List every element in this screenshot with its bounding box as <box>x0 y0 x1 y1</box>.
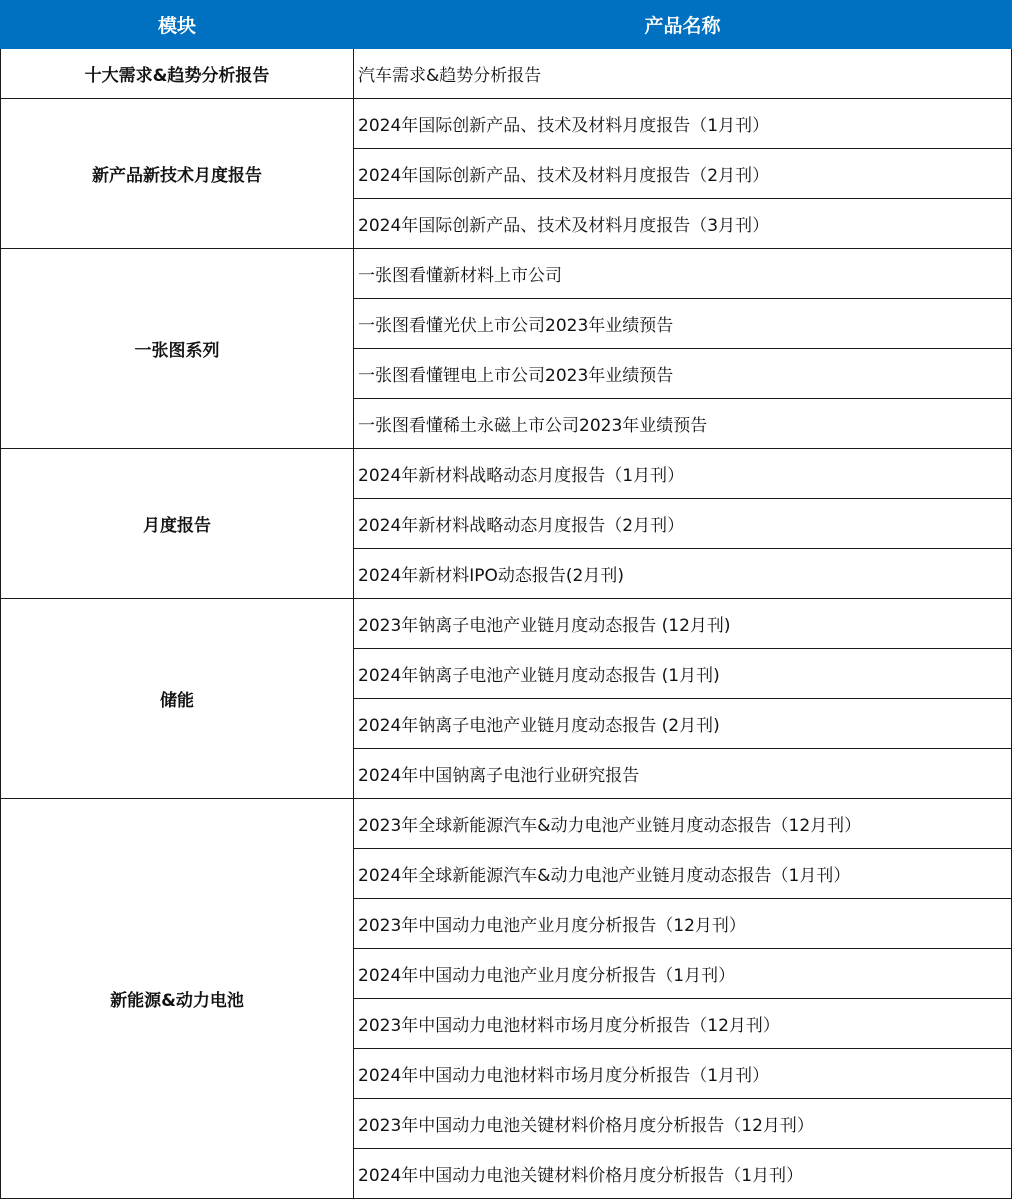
product-cell: 2024年国际创新产品、技术及材料月度报告（2月刊） <box>354 149 1012 199</box>
product-cell: 2024年全球新能源汽车&动力电池产业链月度动态报告（1月刊） <box>354 849 1012 899</box>
product-cell: 2024年中国动力电池产业月度分析报告（1月刊） <box>354 949 1012 999</box>
module-cell: 新能源&动力电池 <box>1 799 354 1199</box>
product-column-header: 产品名称 <box>354 1 1012 49</box>
table-row <box>1 99 1012 149</box>
product-cell: 2024年中国动力电池材料市场月度分析报告（1月刊） <box>354 1049 1012 1099</box>
product-cell: 2024年新材料战略动态月度报告（2月刊） <box>354 499 1012 549</box>
module-cell: 月度报告 <box>1 449 354 599</box>
product-cell: 2024年新材料IPO动态报告(2月刊) <box>354 549 1012 599</box>
table-row <box>1 599 1012 649</box>
table-row <box>1 249 1012 299</box>
product-cell: 2024年中国动力电池关键材料价格月度分析报告（1月刊） <box>354 1149 1012 1199</box>
module-cell: 储能 <box>1 599 354 799</box>
product-cell: 2024年新材料战略动态月度报告（1月刊） <box>354 449 1012 499</box>
table-row <box>1 449 1012 499</box>
header-row <box>1 1 1012 49</box>
product-cell: 一张图看懂锂电上市公司2023年业绩预告 <box>354 349 1012 399</box>
product-cell: 2023年中国动力电池产业月度分析报告（12月刊） <box>354 899 1012 949</box>
table-row <box>1 49 1012 99</box>
product-cell: 一张图看懂稀土永磁上市公司2023年业绩预告 <box>354 399 1012 449</box>
product-cell: 2024年国际创新产品、技术及材料月度报告（1月刊） <box>354 99 1012 149</box>
module-cell: 十大需求&趋势分析报告 <box>1 49 354 99</box>
product-cell: 2023年钠离子电池产业链月度动态报告 (12月刊) <box>354 599 1012 649</box>
product-cell: 2023年中国动力电池材料市场月度分析报告（12月刊） <box>354 999 1012 1049</box>
module-column-header: 模块 <box>1 1 354 49</box>
product-cell: 2023年全球新能源汽车&动力电池产业链月度动态报告（12月刊） <box>354 799 1012 849</box>
product-cell: 2023年中国动力电池关键材料价格月度分析报告（12月刊） <box>354 1099 1012 1149</box>
product-cell: 一张图看懂新材料上市公司 <box>354 249 1012 299</box>
table-row <box>1 799 1012 849</box>
product-cell: 一张图看懂光伏上市公司2023年业绩预告 <box>354 299 1012 349</box>
module-cell: 一张图系列 <box>1 249 354 449</box>
product-cell: 2024年中国钠离子电池行业研究报告 <box>354 749 1012 799</box>
product-cell: 2024年国际创新产品、技术及材料月度报告（3月刊） <box>354 199 1012 249</box>
product-cell: 汽车需求&趋势分析报告 <box>354 49 1012 99</box>
product-cell: 2024年钠离子电池产业链月度动态报告 (2月刊) <box>354 699 1012 749</box>
product-cell: 2024年钠离子电池产业链月度动态报告 (1月刊) <box>354 649 1012 699</box>
module-cell: 新产品新技术月度报告 <box>1 99 354 249</box>
